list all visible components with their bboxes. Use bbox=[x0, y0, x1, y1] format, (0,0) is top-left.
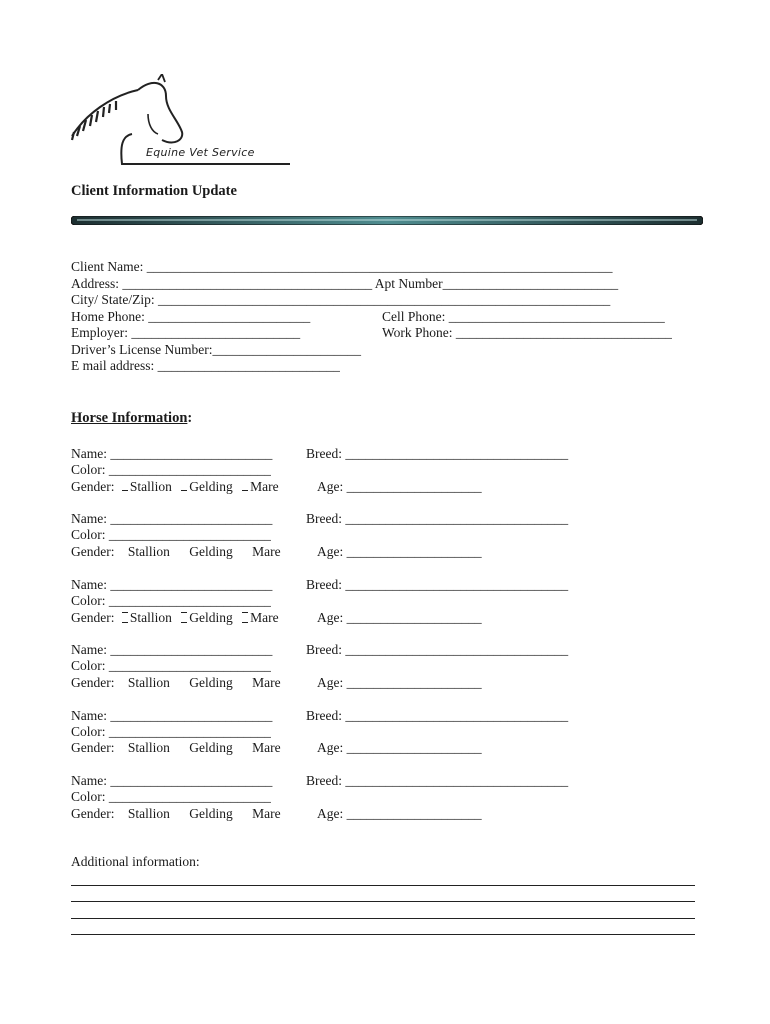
additional-info-line[interactable] bbox=[71, 901, 695, 902]
gelding-label[interactable]: Gelding bbox=[189, 675, 233, 690]
logo-text: Equine Vet Service bbox=[146, 146, 255, 159]
horse-age-field[interactable]: Age: ____________________ bbox=[317, 675, 482, 690]
mare-label[interactable]: Mare bbox=[252, 544, 281, 559]
gender-label: Gender: bbox=[71, 675, 115, 690]
horse-name-field[interactable]: Name: ________________________ bbox=[71, 773, 273, 788]
stallion-checkbox[interactable] bbox=[122, 484, 128, 491]
stallion-label[interactable]: Stallion bbox=[127, 544, 170, 559]
horse-gender-row bbox=[71, 675, 281, 691]
horse-name-field[interactable]: Name: ________________________ bbox=[71, 577, 273, 592]
work-phone-field[interactable]: Work Phone: ________________________________ bbox=[382, 325, 672, 340]
horse-breed-field[interactable]: Breed: _________________________________ bbox=[306, 446, 569, 461]
mare-checkbox[interactable] bbox=[242, 612, 248, 623]
gelding-checkbox[interactable] bbox=[181, 612, 187, 623]
city-state-zip-field[interactable]: City/ State/Zip: ___________________________________________________________________ bbox=[71, 292, 611, 307]
stallion-label: Stallion bbox=[129, 479, 172, 494]
form-title: Client Information Update bbox=[71, 183, 237, 199]
horse-color-field[interactable]: Color: ________________________ bbox=[71, 789, 271, 804]
horse-color-field[interactable]: Color: ________________________ bbox=[71, 527, 271, 542]
horse-name-field[interactable]: Name: ________________________ bbox=[71, 446, 273, 461]
additional-information-label: Additional information: bbox=[71, 854, 200, 869]
mare-label[interactable]: Mare bbox=[252, 806, 281, 821]
horse-color-field[interactable]: Color: ________________________ bbox=[71, 724, 271, 739]
horse-age-field[interactable]: Age: ____________________ bbox=[317, 544, 482, 559]
stallion-label[interactable]: Stallion bbox=[127, 740, 170, 755]
gelding-label: Gelding bbox=[189, 479, 233, 494]
gelding-label[interactable]: Gelding bbox=[189, 740, 233, 755]
logo bbox=[66, 74, 290, 170]
employer-field[interactable]: Employer: _________________________ bbox=[71, 325, 301, 340]
horse-breed-field[interactable]: Breed: _________________________________ bbox=[306, 708, 569, 723]
mare-label: Mare bbox=[250, 610, 279, 625]
horse-gender-row bbox=[71, 806, 281, 822]
email-field[interactable]: E mail address: ___________________________ bbox=[71, 358, 340, 373]
cell-phone-field[interactable]: Cell Phone: ________________________________ bbox=[382, 309, 665, 324]
decorative-divider-bar bbox=[71, 216, 703, 225]
horse-color-field[interactable]: Color: ________________________ bbox=[71, 593, 271, 608]
horse-age-field[interactable]: Age: ____________________ bbox=[317, 479, 482, 494]
horse-information-heading: Horse Information: bbox=[71, 410, 193, 426]
horse-gender-row bbox=[71, 544, 281, 560]
mare-label[interactable]: Mare bbox=[252, 740, 281, 755]
horse-breed-field[interactable]: Breed: _________________________________ bbox=[306, 642, 569, 657]
drivers-license-field[interactable]: Driver’s License Number:______________________ bbox=[71, 342, 361, 357]
horse-age-field[interactable]: Age: ____________________ bbox=[317, 740, 482, 755]
horse-color-field[interactable]: Color: ________________________ bbox=[71, 462, 271, 477]
horse-age-field[interactable]: Age: ____________________ bbox=[317, 806, 482, 821]
stallion-label[interactable]: Stallion bbox=[127, 675, 170, 690]
horse-gender-row bbox=[71, 610, 279, 626]
stallion-checkbox[interactable] bbox=[122, 612, 128, 623]
additional-info-line[interactable] bbox=[71, 934, 695, 935]
horse-name-field[interactable]: Name: ________________________ bbox=[71, 511, 273, 526]
stallion-label: Stallion bbox=[129, 610, 172, 625]
gelding-label[interactable]: Gelding bbox=[189, 806, 233, 821]
mare-checkbox[interactable] bbox=[242, 484, 248, 491]
horse-breed-field[interactable]: Breed: _________________________________ bbox=[306, 511, 569, 526]
stallion-label[interactable]: Stallion bbox=[127, 806, 170, 821]
gender-label: Gender: bbox=[71, 806, 115, 821]
home-phone-field[interactable]: Home Phone: ________________________ bbox=[71, 309, 311, 324]
address-field[interactable]: Address: _____________________________________ Apt Number__________________________ bbox=[71, 276, 619, 291]
gender-label: Gender: bbox=[71, 740, 115, 755]
horse-breed-field[interactable]: Breed: _________________________________ bbox=[306, 577, 569, 592]
gelding-label[interactable]: Gelding bbox=[189, 544, 233, 559]
gender-label: Gender: bbox=[71, 479, 115, 494]
client-name-field[interactable]: Client Name: _____________________________________________________________________ bbox=[71, 259, 613, 274]
gender-label: Gender: bbox=[71, 610, 115, 625]
horse-color-field[interactable]: Color: ________________________ bbox=[71, 658, 271, 673]
horse-name-field[interactable]: Name: ________________________ bbox=[71, 708, 273, 723]
mare-label[interactable]: Mare bbox=[252, 675, 281, 690]
gender-label: Gender: bbox=[71, 544, 115, 559]
horse-gender-row bbox=[71, 479, 279, 495]
mare-label: Mare bbox=[250, 479, 279, 494]
horse-gender-row bbox=[71, 740, 281, 756]
horse-name-field[interactable]: Name: ________________________ bbox=[71, 642, 273, 657]
gelding-checkbox[interactable] bbox=[181, 484, 187, 491]
horse-breed-field[interactable]: Breed: _________________________________ bbox=[306, 773, 569, 788]
horse-age-field[interactable]: Age: ____________________ bbox=[317, 610, 482, 625]
gelding-label: Gelding bbox=[189, 610, 233, 625]
additional-info-line[interactable] bbox=[71, 885, 695, 886]
additional-info-line[interactable] bbox=[71, 918, 695, 919]
